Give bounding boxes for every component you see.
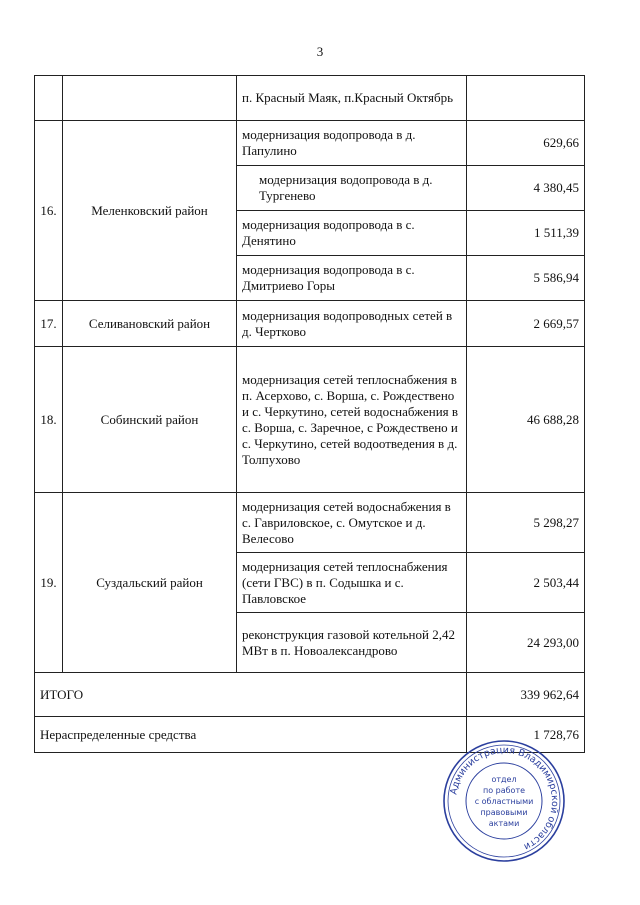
work-amount — [467, 76, 585, 121]
row-number: 16. — [35, 121, 63, 301]
table-row — [35, 121, 585, 166]
svg-text:по работе: по работе — [482, 786, 526, 795]
svg-text:правовыми: правовыми — [480, 808, 528, 817]
work-amount: 2 503,44 — [467, 553, 585, 613]
row-number: 18. — [35, 347, 63, 493]
district-name: Селивановский район — [63, 301, 237, 347]
district-name — [63, 76, 237, 121]
work-description: реконструкция газовой котельной 2,42 МВт в п. Новоалександрово — [237, 613, 467, 673]
row-number — [35, 76, 63, 121]
svg-text:актами: актами — [488, 819, 520, 828]
work-amount: 4 380,45 — [467, 166, 585, 211]
page-number: 3 — [316, 44, 324, 59]
unallocated-label: Нераспределенные средства — [35, 717, 467, 753]
work-amount: 629,66 — [467, 121, 585, 166]
table-row — [35, 493, 585, 553]
work-description: модернизация водопровода в с. Дмитриево Горы — [237, 256, 467, 301]
work-description: модернизация водопровода в д. Папулино — [237, 121, 467, 166]
unallocated-amount: 1 728,76 — [467, 717, 585, 753]
table-row — [35, 301, 585, 347]
total-amount: 339 962,64 — [467, 673, 585, 717]
work-amount: 5 298,27 — [467, 493, 585, 553]
work-description: модернизация сетей теплоснабжения в п. Асерхово, с. Ворша, с. Рождествено и с. Черкутино, сетей водоснабжения в с. Ворша, с. Заречное, с Рождествено и с. Черкутино, сетей водоотведения в д. Толпухово — [237, 347, 467, 493]
district-name: Суздальский район — [63, 493, 237, 673]
stamp-ring-text: Администрация Владимирской области — [448, 744, 561, 853]
funding-table — [34, 75, 585, 753]
work-description: модернизация сетей водоснабжения в с. Гавриловское, с. Омутское и д. Велесово — [237, 493, 467, 553]
work-amount: 2 669,57 — [467, 301, 585, 347]
work-description: модернизация водопровода в д. Тургенево — [237, 166, 467, 211]
svg-text:отдел: отдел — [491, 775, 517, 784]
work-amount: 46 688,28 — [467, 347, 585, 493]
work-amount: 1 511,39 — [467, 211, 585, 256]
total-row — [35, 673, 585, 717]
work-description: модернизация водопровода в с. Денятино — [237, 211, 467, 256]
row-number: 17. — [35, 301, 63, 347]
work-amount: 24 293,00 — [467, 613, 585, 673]
svg-text:с областными: с областными — [474, 797, 534, 806]
district-name: Меленковский район — [63, 121, 237, 301]
work-description: модернизация водопроводных сетей в д. Чертково — [237, 301, 467, 347]
table-row — [35, 76, 585, 121]
work-amount: 5 586,94 — [467, 256, 585, 301]
row-number: 19. — [35, 493, 63, 673]
district-name: Собинский район — [63, 347, 237, 493]
work-description: модернизация сетей теплоснабжения (сети ГВС) в п. Содышка и с. Павловское — [237, 553, 467, 613]
total-label: ИТОГО — [35, 673, 467, 717]
stamp-center-text — [475, 775, 534, 828]
work-description: п. Красный Маяк, п.Красный Октябрь — [237, 76, 467, 121]
official-stamp — [441, 738, 567, 864]
table-row — [35, 347, 585, 493]
